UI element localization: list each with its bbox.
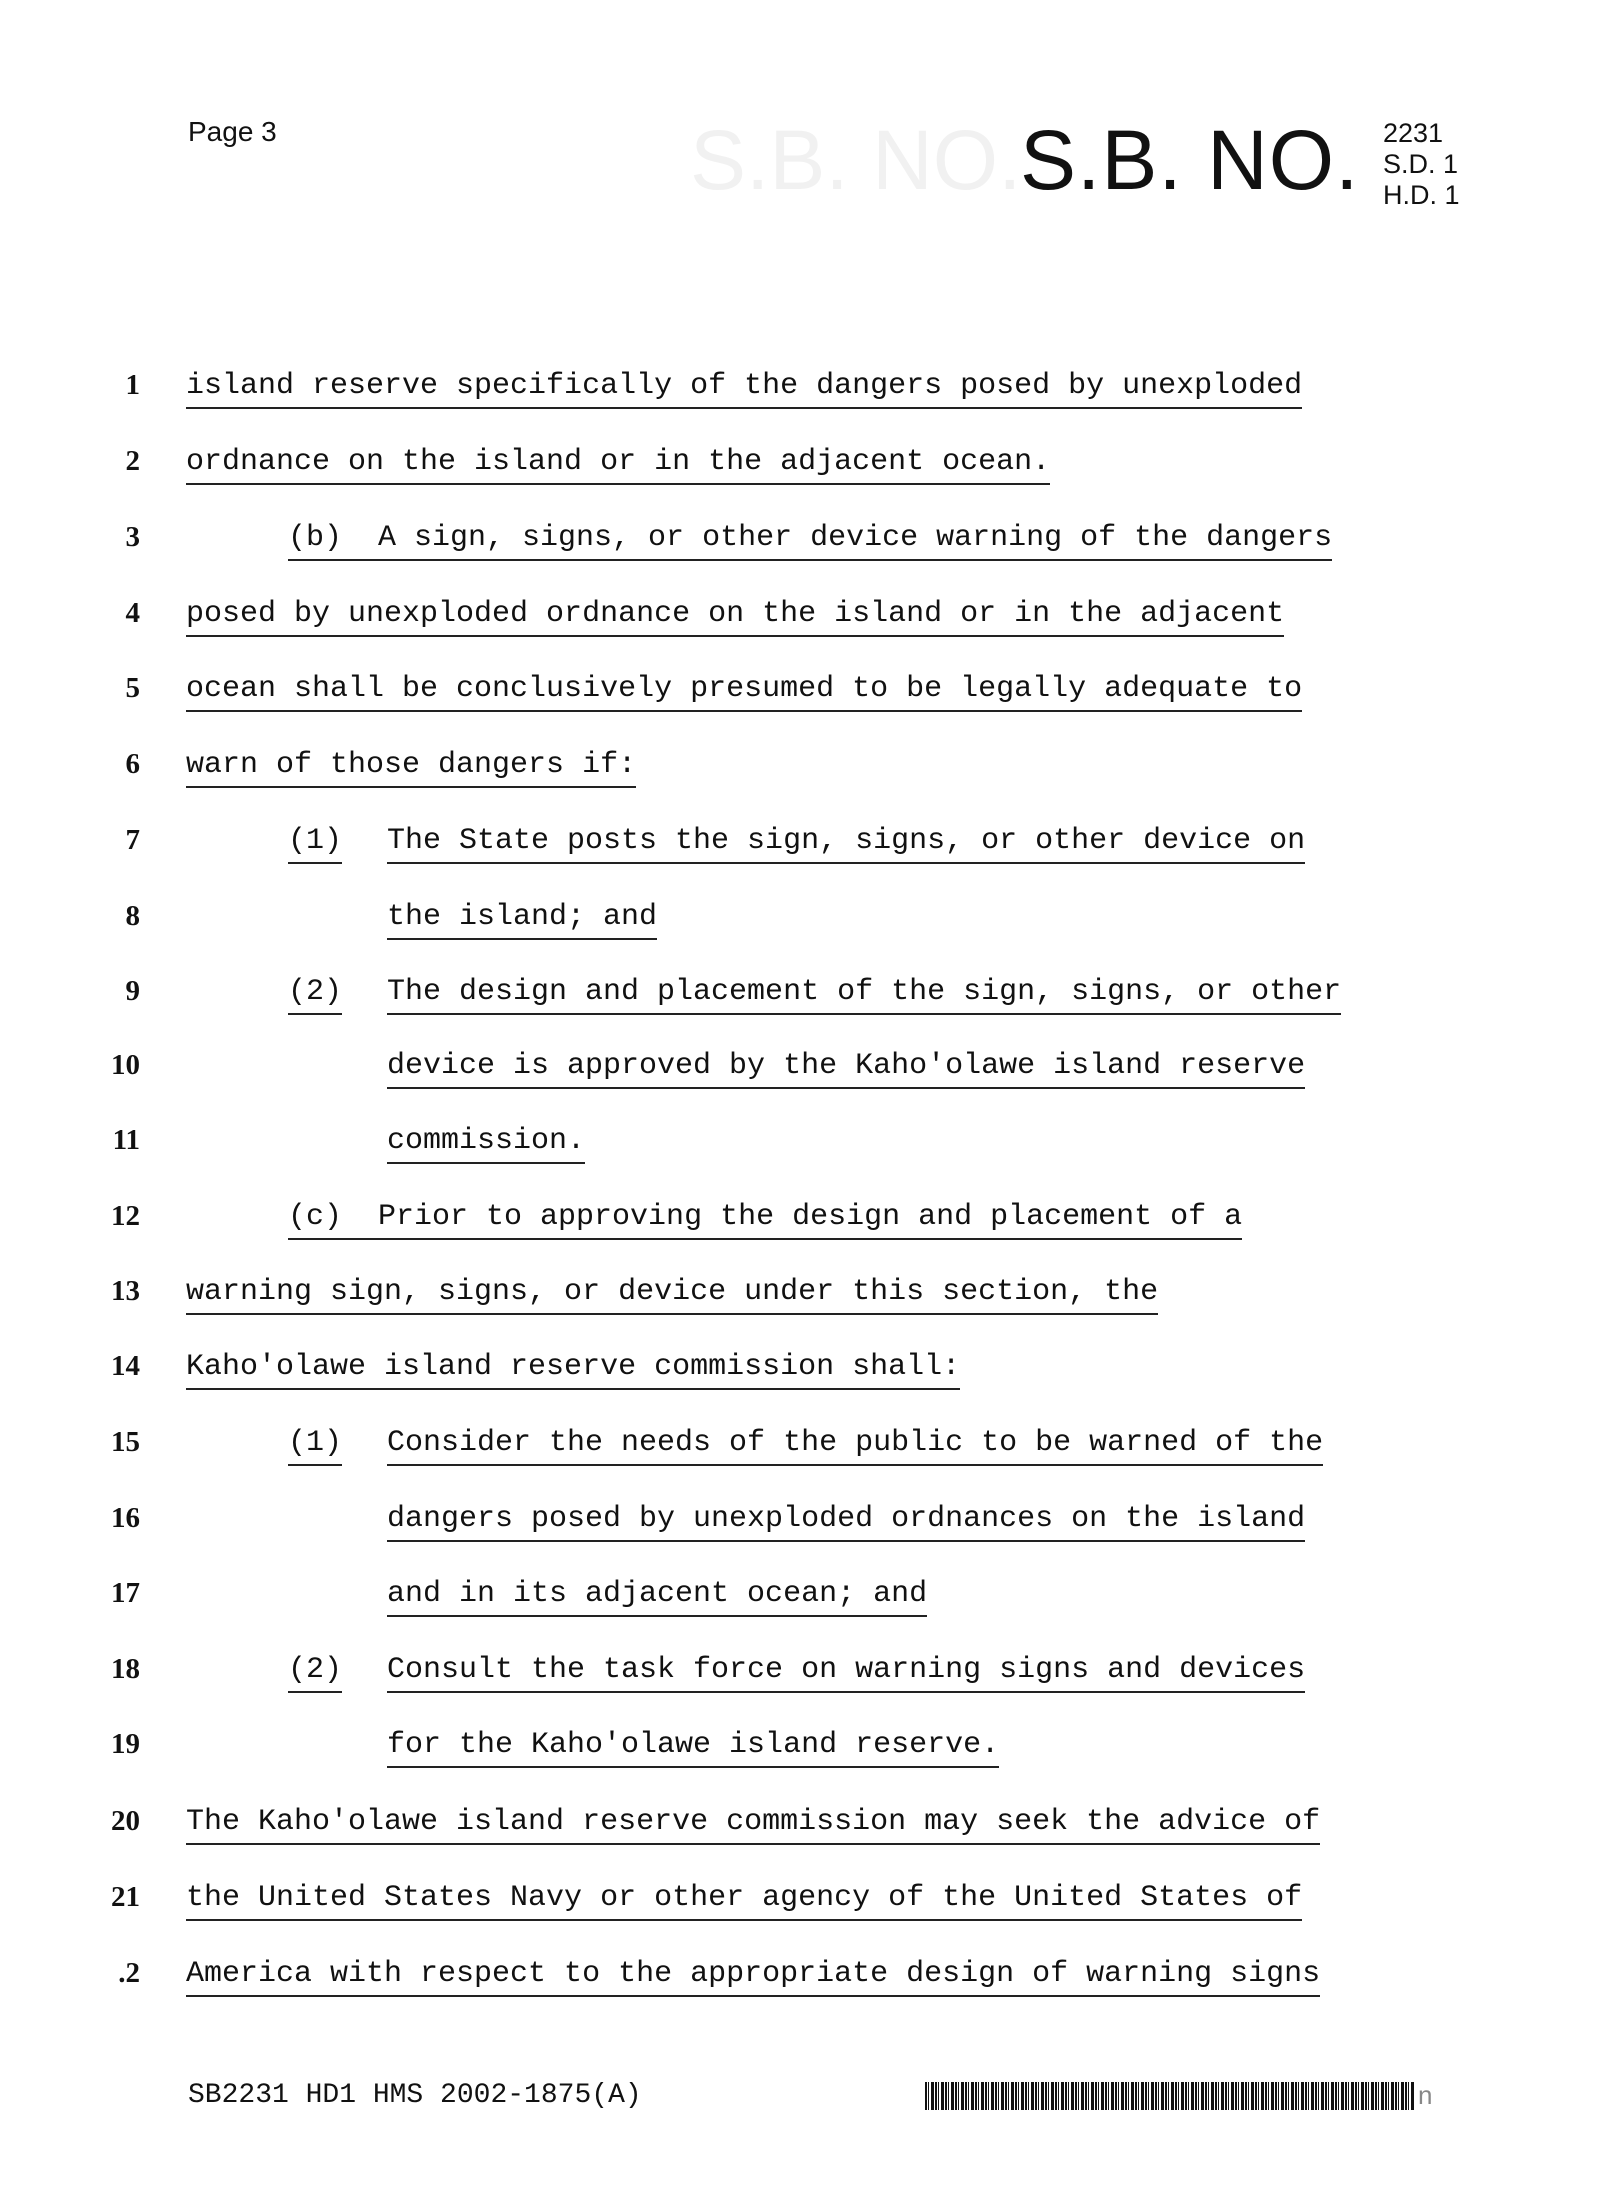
barcode-tail-text: n: [1418, 2080, 1433, 2110]
bill-line: commission.: [387, 1124, 585, 1164]
line-number: 1: [125, 369, 140, 401]
line-number: 19: [111, 1728, 140, 1760]
bill-title: S.B. NO.: [1020, 113, 1360, 207]
line-number: 7: [125, 824, 140, 856]
line-number: 3: [125, 521, 140, 553]
bill-line: The State posts the sign, signs, or other device on: [387, 824, 1305, 864]
line-number: 2: [125, 445, 140, 477]
line-number: 13: [111, 1275, 140, 1307]
bill-line: The design and placement of the sign, signs, or other: [387, 975, 1341, 1015]
item-number: (1): [288, 824, 342, 864]
item-number: (1): [288, 1426, 342, 1466]
line-number: 15: [111, 1426, 140, 1458]
line-number: 5: [125, 672, 140, 704]
senate-draft: S.D. 1: [1383, 149, 1459, 179]
bill-line: for the Kaho'olawe island reserve.: [387, 1728, 999, 1768]
bill-line: device is approved by the Kaho'olawe island reserve: [387, 1049, 1305, 1089]
line-number: 4: [125, 597, 140, 629]
line-number: 20: [111, 1805, 140, 1837]
line-number: .2: [118, 1957, 140, 1989]
line-number: 12: [111, 1200, 140, 1232]
line-number: 16: [111, 1502, 140, 1534]
bill-line: island reserve specifically of the dangers posed by unexploded: [186, 369, 1302, 409]
line-number: 9: [125, 975, 140, 1007]
bill-line: The Kaho'olawe island reserve commission may seek the advice of: [186, 1805, 1320, 1845]
bill-line: Kaho'olawe island reserve commission shall:: [186, 1350, 960, 1390]
house-draft: H.D. 1: [1383, 180, 1460, 210]
bill-line: dangers posed by unexploded ordnances on the island: [387, 1502, 1305, 1542]
bill-line: Consult the task force on warning signs and devices: [387, 1653, 1305, 1693]
line-number: 10: [111, 1049, 140, 1081]
bill-suffix: [1383, 118, 1460, 211]
page-label: Page 3: [188, 116, 277, 147]
bill-line: posed by unexploded ordnance on the island or in the adjacent: [186, 597, 1284, 637]
line-number: 21: [111, 1881, 140, 1913]
bill-line: and in its adjacent ocean; and: [387, 1577, 927, 1617]
item-number: (2): [288, 975, 342, 1015]
line-number: 18: [111, 1653, 140, 1685]
line-number: 6: [125, 748, 140, 780]
line-number: 8: [125, 900, 140, 932]
bill-line: warn of those dangers if:: [186, 748, 636, 788]
bill-line: America with respect to the appropriate design of warning signs: [186, 1957, 1320, 1997]
bill-line: (c) Prior to approving the design and placement of a: [288, 1200, 1242, 1240]
bleed-through-title: S.B. NO.: [690, 113, 1022, 207]
bill-line: ordnance on the island or in the adjacent ocean.: [186, 445, 1050, 485]
footer-code: SB2231 HD1 HMS 2002-1875(A): [188, 2080, 642, 2111]
barcode: [925, 2082, 1415, 2110]
bill-line: Consider the needs of the public to be warned of the: [387, 1426, 1323, 1466]
bill-line: the island; and: [387, 900, 657, 940]
line-number: 11: [112, 1124, 140, 1156]
bill-number: 2231: [1383, 118, 1444, 148]
bill-line: warning sign, signs, or device under this section, the: [186, 1275, 1158, 1315]
bill-line: ocean shall be conclusively presumed to be legally adequate to: [186, 672, 1302, 712]
bill-line: (b) A sign, signs, or other device warning of the dangers: [288, 521, 1332, 561]
bill-line: the United States Navy or other agency of the United States of: [186, 1881, 1302, 1921]
item-number: (2): [288, 1653, 342, 1693]
line-number: 17: [111, 1577, 140, 1609]
line-number: 14: [111, 1350, 140, 1382]
